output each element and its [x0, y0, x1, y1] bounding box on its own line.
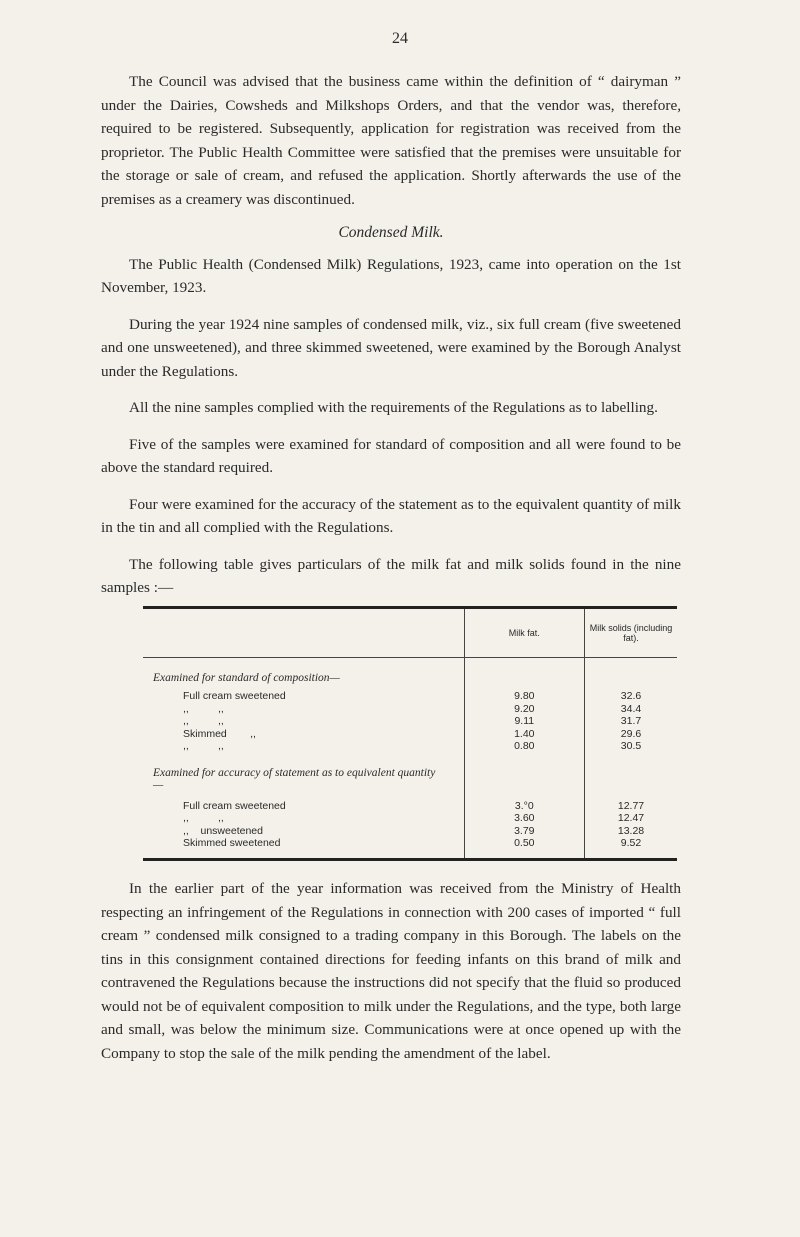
row-label: ,, ,,	[183, 812, 224, 824]
paragraph: The following table gives particulars of the milk fat and milk solids found in the nine samples :—	[101, 555, 681, 596]
cell-solids: 32.6	[585, 690, 678, 703]
cell-solids: 31.7	[585, 715, 678, 728]
table-row	[143, 837, 677, 850]
header-milk-solids	[585, 607, 678, 657]
section-label-composition: Examined for standard of composition—	[153, 671, 340, 684]
page-number: 24	[392, 30, 408, 47]
header-milk-solids-text: Milk solids (including fat).	[589, 622, 673, 643]
paragraph-intro: The Council was advised that the business came within the definition of “ dairyman ” under the Dairies, Cowsheds and Milkshops Orders, and that the vendor was, therefore, required to be registered. Subsequently, application for registration was received from the proprietor. The Public Health Committee were satisfied that the premises were unsuitable for the storage or sale of cream, and refused the application. Shortly afterwards the use of the premises as a creamery was discontinued.	[101, 73, 681, 208]
cell-fat: 0.50	[464, 837, 584, 850]
paragraph: Five of the samples were examined for standard of composition and all were found to be above the standard required.	[101, 435, 681, 476]
milk-analysis-table	[143, 606, 677, 862]
header-milk-fat: Milk fat.	[464, 607, 584, 657]
cell-solids: 29.6	[585, 728, 678, 741]
cell-fat: 9.20	[464, 703, 584, 716]
table-row	[143, 690, 677, 703]
cell-fat: 3.79	[464, 825, 584, 838]
cell-fat: 3.60	[464, 812, 584, 825]
table-row	[143, 825, 677, 838]
cell-fat: 0.80	[464, 740, 584, 753]
header-blank	[143, 607, 464, 657]
table-row	[143, 740, 677, 753]
cell-fat: 9.11	[464, 715, 584, 728]
section-label-accuracy: Examined for accuracy of statement as to equivalent quantity—	[153, 766, 436, 791]
row-label: Skimmed sweetened	[183, 837, 281, 849]
table-row	[143, 703, 677, 716]
table-header-row	[143, 607, 677, 657]
row-label: Skimmed ,,	[183, 727, 256, 740]
paragraph: During the year 1924 nine samples of condensed milk, viz., six full cream (five sweetened and one unsweetened), and three skimmed sweetened, were examined by the Borough Analyst under the Regulations.	[101, 315, 681, 380]
cell-fat: 3.°0	[464, 800, 584, 813]
cell-fat: 9.80	[464, 690, 584, 703]
cell-solids: 9.52	[585, 837, 678, 850]
row-label: ,, ,,	[183, 740, 224, 752]
row-label: ,, unsweetened	[183, 824, 263, 837]
cell-solids: 13.28	[585, 825, 678, 838]
document-body	[101, 70, 681, 1078]
cell-solids: 12.47	[585, 812, 678, 825]
cell-solids: 12.77	[585, 800, 678, 813]
row-label: Full cream sweetened	[183, 799, 286, 812]
paragraph: All the nine samples complied with the requirements of the Regulations as to labelling.	[129, 399, 658, 416]
row-label: Full cream sweetened	[183, 690, 286, 702]
row-label: ,, ,,	[183, 702, 224, 715]
table-row	[143, 715, 677, 728]
table-row	[143, 728, 677, 741]
paragraph: The Public Health (Condensed Milk) Regulations, 1923, came into operation on the 1st November, 1923.	[101, 255, 681, 296]
row-label: ,, ,,	[183, 715, 224, 727]
section-label-row	[143, 767, 677, 792]
cell-fat: 1.40	[464, 728, 584, 741]
table-row	[143, 812, 677, 825]
cell-solids: 34.4	[585, 703, 678, 716]
paragraph-closing: In the earlier part of the year information was received from the Ministry of Health respecting an infringement of the Regulations in connection with 200 cases of imported “ full cream ” condensed milk consigned to a trading company in this Borough. The labels on the tins in this consignment contained directions for feeding infants on this brand of milk and contravened the Regulations because the instructions did not specify that the fluid so produced would not be of equivalent composition to milk under the Regulations, and the type, both large and small, was below the minimum size. Communications were at once opened up with the Company to stop the sale of the milk pending the amendment of the label.	[101, 880, 681, 1062]
table-row	[143, 800, 677, 813]
cell-solids: 30.5	[585, 740, 678, 753]
section-heading: Condensed Milk.	[338, 224, 444, 241]
section-label-row	[143, 672, 677, 685]
paragraph: Four were examined for the accuracy of the statement as to the equivalent quantity of milk in the tin and all complied with the Regulations.	[101, 495, 681, 536]
